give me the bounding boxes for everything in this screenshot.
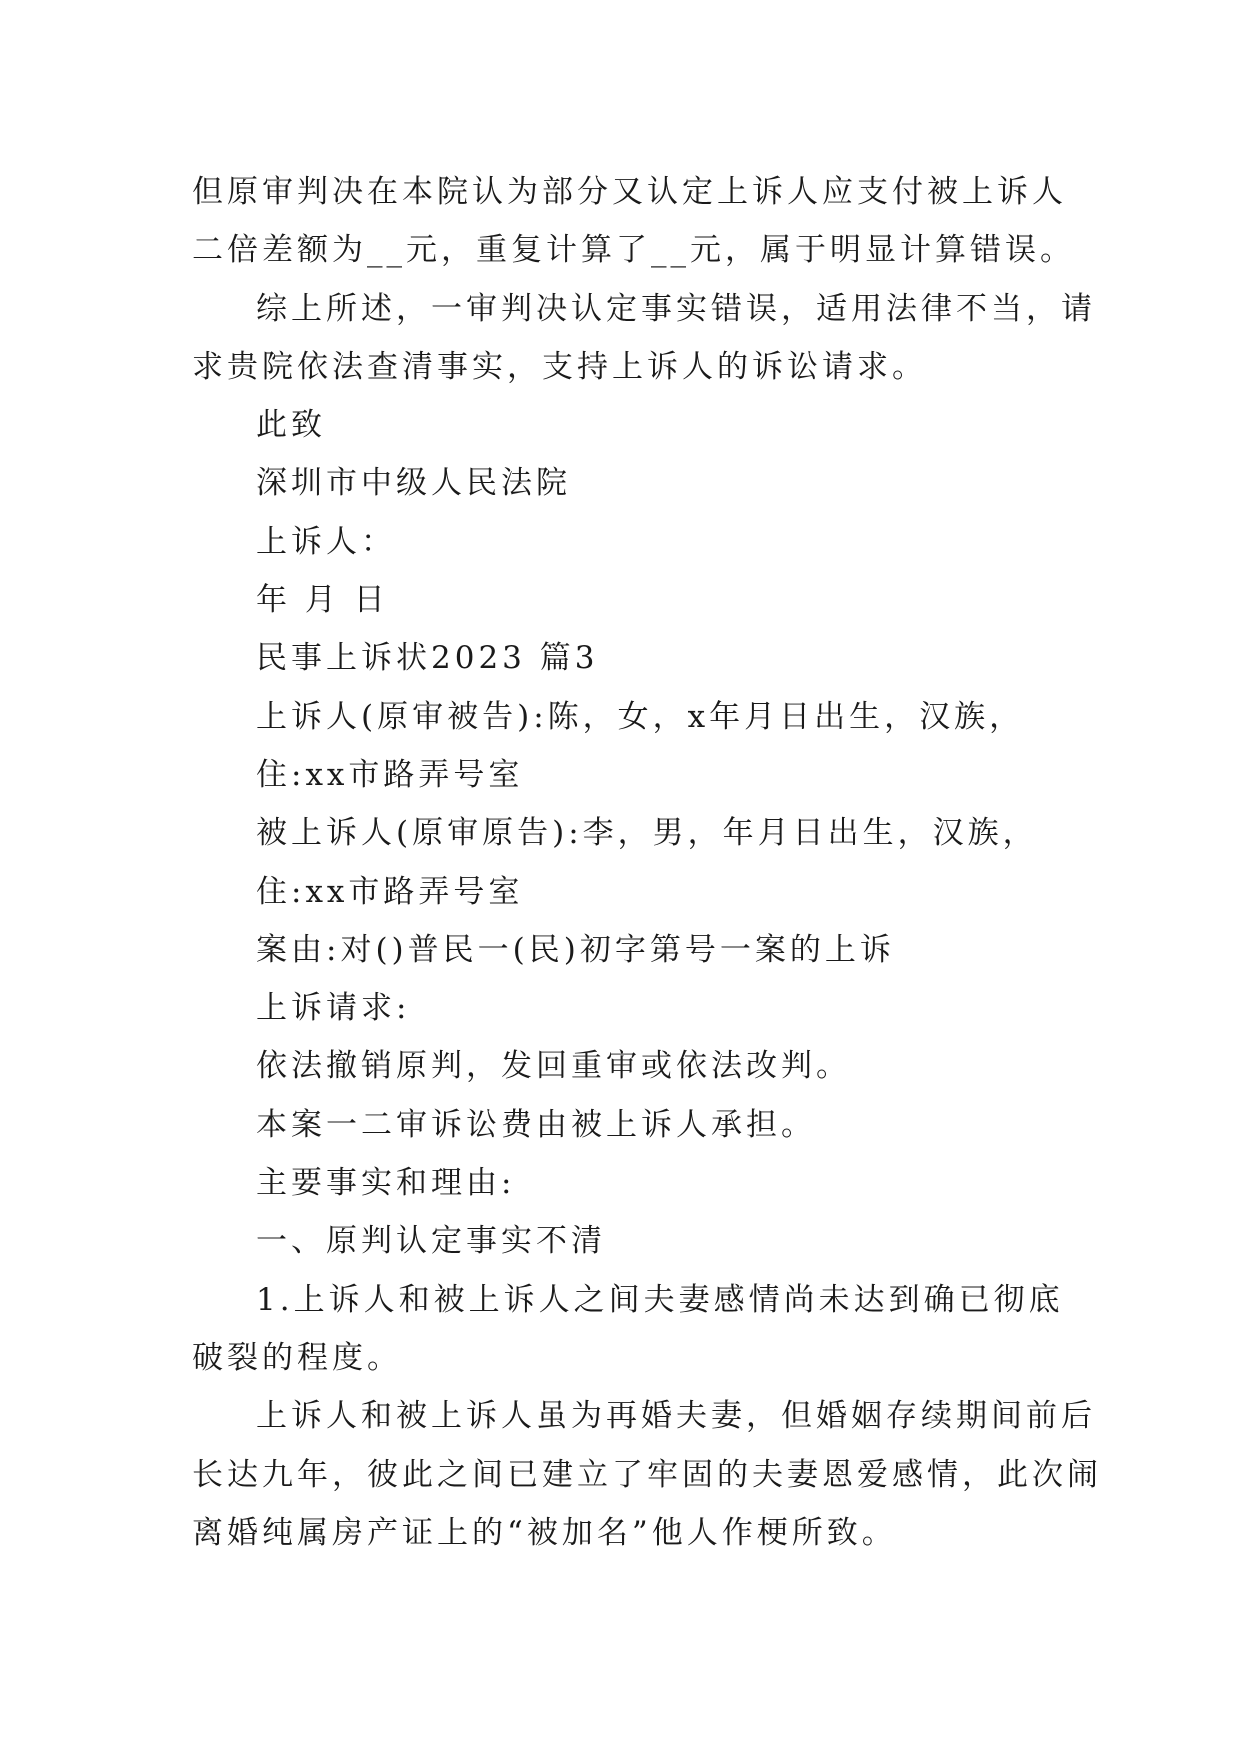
date-line: 年 月 日	[256, 582, 389, 619]
case-cause-line: 案由:对()普民一(民)初字第号一案的上诉	[256, 931, 895, 968]
text-line-4: 求贵院依法查清事实，支持上诉人的诉讼请求。	[192, 348, 927, 385]
appellee-info-line: 被上诉人(原审原告):李，男，年月日出生，汉族，	[256, 815, 1038, 852]
facts-reasons-heading: 主要事实和理由:	[256, 1165, 516, 1202]
appeal-request-1: 依法撤销原判，发回重审或依法改判。	[256, 1048, 851, 1085]
appellant-info-line: 上诉人(原审被告):陈，女，x年月日出生，汉族，	[256, 698, 1025, 735]
reason-point-1-line-2: 破裂的程度。	[192, 1339, 402, 1376]
document-body	[192, 163, 1102, 1562]
paragraph-line-1: 上诉人和被上诉人虽为再婚夫妻，但婚姻存续期间前后	[256, 1398, 1096, 1435]
text-line-1: 但原审判决在本院认为部分又认定上诉人应支付被上诉人	[192, 174, 1067, 210]
appellee-address-line: 住:xx市路弄号室	[256, 873, 524, 910]
text-line-3: 综上所述，一审判决认定事实错误，适用法律不当，请	[256, 290, 1096, 327]
appeal-request-heading: 上诉请求:	[256, 990, 411, 1027]
reason-point-1-line-1: 1.上诉人和被上诉人之间夫妻感情尚未达到确已彻底	[256, 1281, 1064, 1318]
salutation-line: 此致	[256, 407, 326, 444]
appellant-address-line: 住:xx市路弄号室	[256, 756, 524, 793]
appeal-request-2: 本案一二审诉讼费由被上诉人承担。	[256, 1106, 816, 1143]
paragraph-line-3: 离婚纯属房产证上的“被加名”他人作梗所致。	[192, 1514, 897, 1551]
section-heading: 民事上诉状2023 篇3	[256, 640, 599, 677]
appellant-signature-line: 上诉人：	[256, 523, 396, 560]
paragraph-line-2: 长达九年，彼此之间已建立了牢固的夫妻恩爱感情，此次闹	[192, 1456, 1102, 1493]
court-name-line: 深圳市中级人民法院	[256, 465, 571, 502]
reason-heading-1: 一、原判认定事实不清	[256, 1223, 606, 1260]
text-line-2: 二倍差额为__元，重复计算了__元，属于明显计算错误。	[192, 232, 1075, 269]
